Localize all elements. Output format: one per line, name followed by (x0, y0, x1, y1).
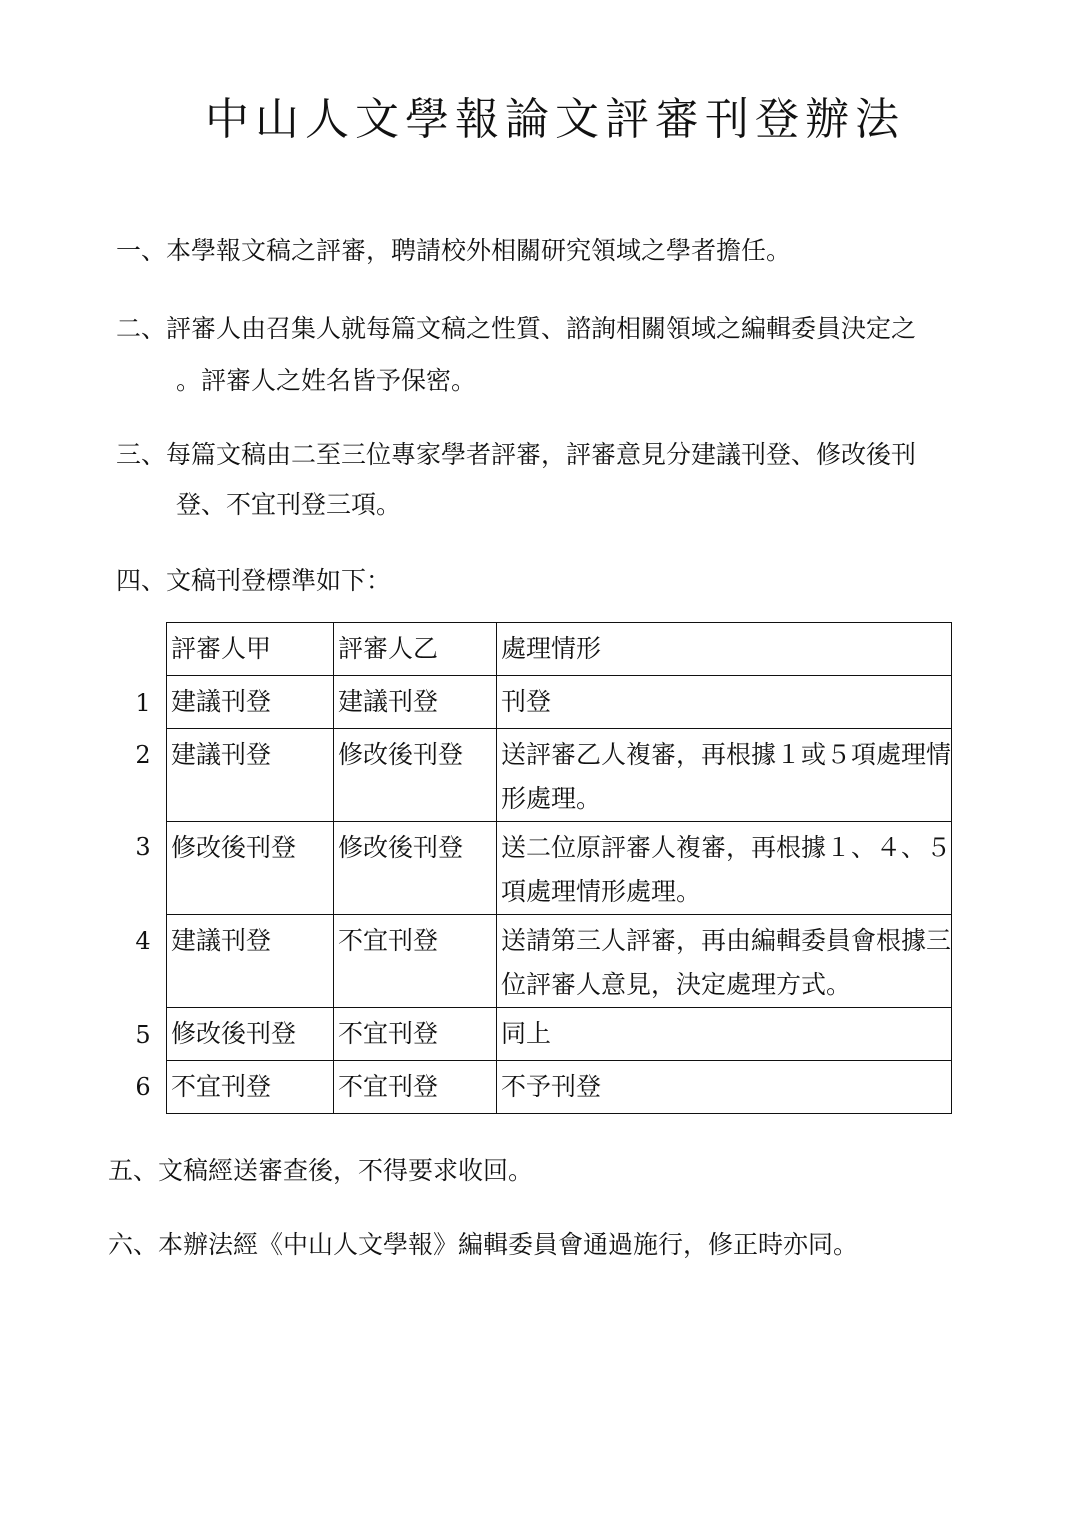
cell-reviewer-b: 修改後刊登 (334, 729, 497, 822)
header-reviewer-a: 評審人甲 (167, 623, 334, 676)
cell-outcome: 不予刊登 (497, 1061, 952, 1114)
cell-reviewer-b: 不宜刊登 (334, 1061, 497, 1114)
cell-reviewer-a: 建議刊登 (167, 915, 334, 1008)
publication-criteria-table (166, 622, 952, 1114)
row-number: 6 (135, 1073, 151, 1101)
cell-reviewer-a: 修改後刊登 (167, 822, 334, 915)
cell-outcome: 送請第三人評審，再由編輯委員會根據三位評審人意見，決定處理方式。 (497, 915, 952, 1008)
cell-reviewer-a: 修改後刊登 (167, 1008, 334, 1061)
table-row (167, 676, 952, 729)
clause-5: 五、文稿經送審查後，不得要求收回。 (108, 1156, 534, 1185)
cell-outcome: 送評審乙人複審，再根據１或５項處理情形處理。 (497, 729, 952, 822)
cell-outcome: 同上 (497, 1008, 952, 1061)
cell-reviewer-a: 建議刊登 (167, 729, 334, 822)
cell-reviewer-b: 不宜刊登 (334, 1008, 497, 1061)
clause-2: 二、評審人由召集人就每篇文稿之性質、諮詢相關領域之編輯委員決定之 (116, 314, 917, 343)
cell-reviewer-b: 不宜刊登 (334, 915, 497, 1008)
table-row (167, 1061, 952, 1114)
cell-reviewer-a: 建議刊登 (167, 676, 334, 729)
clause-1: 一、本學報文稿之評審，聘請校外相關研究領域之學者擔任。 (116, 236, 792, 265)
table-row (167, 822, 952, 915)
cell-reviewer-b: 建議刊登 (334, 676, 497, 729)
cell-outcome: 送二位原評審人複審，再根據１、４、５項處理情形處理。 (497, 822, 952, 915)
header-outcome: 處理情形 (497, 623, 952, 676)
cell-reviewer-b: 修改後刊登 (334, 822, 497, 915)
row-number: 1 (135, 689, 151, 717)
clause-6: 六、本辦法經《中山人文學報》編輯委員會通過施行，修正時亦同。 (108, 1230, 859, 1259)
table-row (167, 1008, 952, 1061)
table-row (167, 729, 952, 822)
row-number: 5 (135, 1021, 151, 1049)
clause-3: 三、每篇文稿由二至三位專家學者評審，評審意見分建議刊登、修改後刊 (116, 440, 917, 469)
clause-2-continuation: 。評審人之姓名皆予保密。 (176, 366, 477, 395)
table-header-row (167, 623, 952, 676)
cell-outcome: 刊登 (497, 676, 952, 729)
table-row (167, 915, 952, 1008)
clause-3-continuation: 登、不宜刊登三項。 (176, 490, 402, 519)
row-number: 3 (135, 833, 151, 861)
cell-reviewer-a: 不宜刊登 (167, 1061, 334, 1114)
document-title: 中山人文學報論文評審刊登辦法 (205, 94, 905, 145)
header-reviewer-b: 評審人乙 (334, 623, 497, 676)
row-number: 4 (135, 927, 151, 955)
clause-4: 四、文稿刊登標準如下： (116, 566, 392, 595)
row-number: 2 (135, 741, 151, 769)
